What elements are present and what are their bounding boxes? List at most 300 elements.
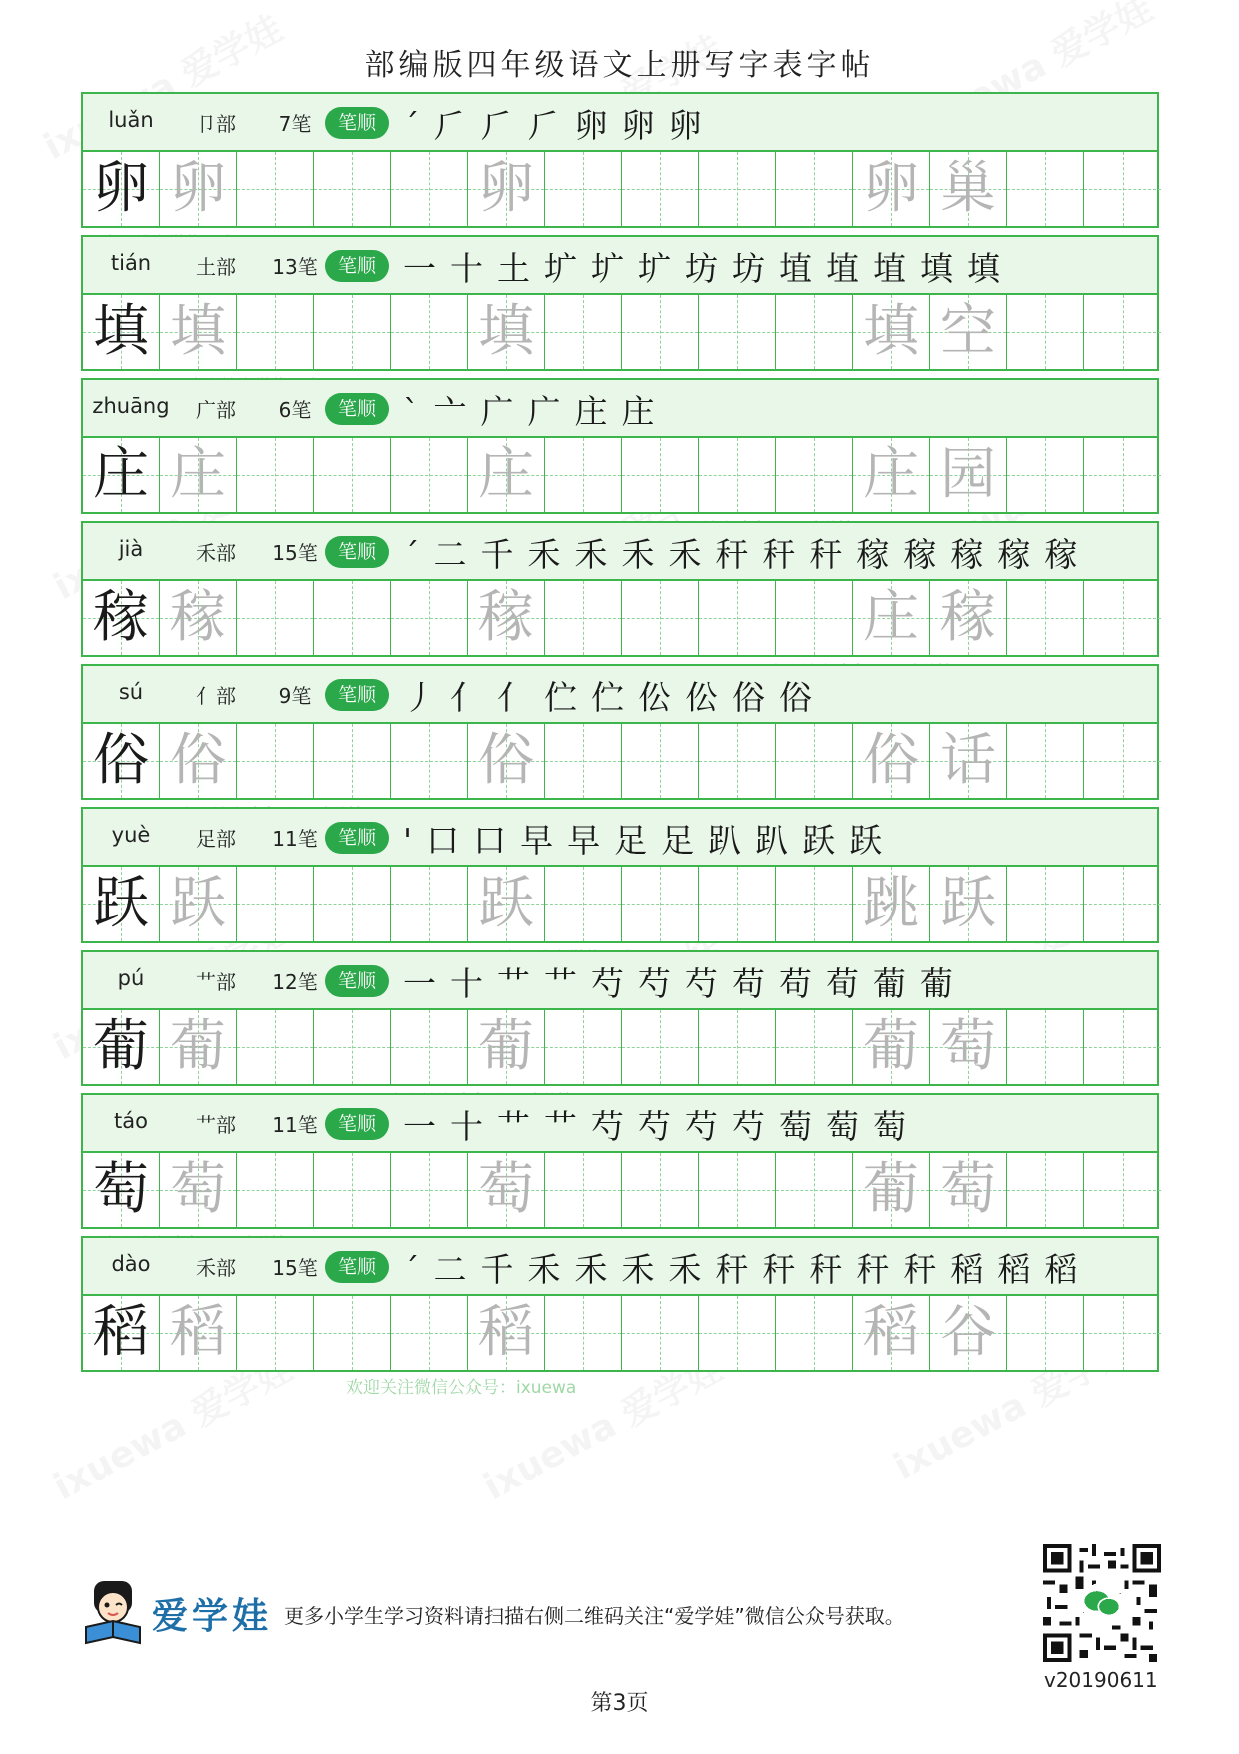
stroke-step: 葡: [873, 964, 920, 1003]
radical-label: 亻部: [196, 684, 236, 708]
trace-character: 园: [940, 442, 996, 507]
stroke-step: 亻: [497, 678, 544, 717]
char-info-band: [81, 521, 1159, 579]
grid-cell: [699, 1153, 776, 1227]
pinyin-label: jià: [118, 537, 144, 561]
trace-character: 俗: [170, 728, 226, 793]
trace-character: [776, 1153, 852, 1227]
pinyin-label: zhuāng: [92, 394, 170, 418]
grid-cell: [1084, 867, 1161, 941]
stroke-order-badge: 笔顺: [325, 822, 389, 854]
stroke-step: 一: [403, 964, 450, 1003]
trace-character: 卵: [478, 156, 534, 221]
stroke-step: 卵: [668, 106, 716, 145]
trace-character: [699, 152, 775, 226]
stroke-step: 芍: [638, 1107, 685, 1146]
trace-character: [776, 581, 852, 655]
trace-character: 填: [170, 299, 226, 364]
grid-cell: [622, 1296, 699, 1370]
stroke-step: 十: [450, 1107, 497, 1146]
stroke-order-sequence: [403, 386, 1153, 432]
trace-character: 稼: [940, 585, 996, 650]
grid-cell: [853, 724, 930, 798]
model-character: 稼: [93, 585, 149, 650]
stroke-step: 庄: [621, 392, 669, 431]
trace-character: [1084, 1296, 1161, 1370]
trace-character: [1007, 867, 1083, 941]
stroke-step: 卵: [621, 106, 669, 145]
stroke-count-label: 12笔: [272, 970, 318, 994]
trace-character: [699, 867, 775, 941]
grid-cell: [545, 581, 622, 655]
stroke-step: 稼: [950, 535, 998, 574]
stroke-step: 跃: [802, 821, 850, 860]
practice-row: [81, 807, 1159, 943]
grid-cell: [468, 1296, 545, 1370]
trace-character: [1007, 1153, 1083, 1227]
trace-character: 庄: [478, 442, 534, 507]
stroke-step: 俗: [779, 678, 826, 717]
stroke-step: 秆: [715, 1250, 763, 1289]
stroke-step: 苟: [732, 964, 779, 1003]
trace-character: 葡: [863, 1157, 919, 1222]
trace-character: [314, 1296, 390, 1370]
grid-cell: [314, 867, 391, 941]
trace-character: [1007, 152, 1083, 226]
radical-label: 艹部: [196, 1113, 236, 1137]
trace-character: 跃: [940, 871, 996, 936]
trace-character: [237, 438, 313, 512]
version-label: v20190611: [1044, 1668, 1158, 1692]
grid-cell: [391, 581, 468, 655]
trace-character: [545, 867, 621, 941]
trace-character: 填: [478, 299, 534, 364]
stroke-step: 萄: [826, 1107, 873, 1146]
tian-grid: [81, 1294, 1159, 1372]
stroke-step: 芍: [685, 1107, 732, 1146]
grid-cell: [930, 1296, 1007, 1370]
grid-cell: [930, 438, 1007, 512]
stroke-step: 禾: [621, 1250, 669, 1289]
stroke-step: 早: [520, 821, 568, 860]
model-character: 跃: [93, 871, 149, 936]
stroke-step: 埴: [779, 249, 826, 288]
char-info-band: [81, 92, 1159, 150]
trace-character: 谷: [940, 1300, 996, 1365]
stroke-order-badge: 笔顺: [325, 107, 389, 139]
stroke-step: `: [403, 392, 434, 431]
char-info-band: [81, 950, 1159, 1008]
trace-character: [1084, 581, 1161, 655]
stroke-step: 一: [403, 1107, 450, 1146]
tian-grid: [81, 722, 1159, 800]
stroke-step: 埴: [873, 249, 920, 288]
trace-character: [314, 724, 390, 798]
stroke-step: 口: [426, 821, 474, 860]
grid-cell: [468, 295, 545, 369]
stroke-step: 芍: [685, 964, 732, 1003]
grid-cell: [930, 581, 1007, 655]
trace-character: [545, 1296, 621, 1370]
trace-character: [1084, 1010, 1161, 1084]
grid-cell: [468, 581, 545, 655]
trace-character: 跃: [478, 871, 534, 936]
grid-cell: [622, 867, 699, 941]
trace-character: [1084, 438, 1161, 512]
grid-cell: [776, 1010, 853, 1084]
grid-cell: [391, 867, 468, 941]
grid-cell: [160, 581, 237, 655]
grid-cell: [930, 867, 1007, 941]
stroke-step: 填: [967, 249, 1014, 288]
stroke-step: 稼: [856, 535, 904, 574]
stroke-step: 卵: [574, 106, 622, 145]
grid-cell: [1007, 295, 1084, 369]
stroke-order-badge: 笔顺: [325, 250, 389, 282]
grid-cell: [314, 1010, 391, 1084]
stroke-step: 广: [480, 392, 528, 431]
stroke-step: 坊: [685, 249, 732, 288]
stroke-count-label: 13笔: [272, 255, 318, 279]
trace-character: [1007, 1010, 1083, 1084]
trace-character: [545, 152, 621, 226]
stroke-step: 芍: [591, 1107, 638, 1146]
trace-character: [237, 581, 313, 655]
trace-character: [776, 152, 852, 226]
trace-character: 萄: [940, 1014, 996, 1079]
pinyin-label: tián: [110, 251, 152, 275]
trace-character: 填: [863, 299, 919, 364]
grid-cell: [776, 295, 853, 369]
stroke-step: 广: [527, 392, 575, 431]
follow-note: 欢迎关注微信公众号：ixuewa: [346, 1378, 577, 1398]
trace-character: [622, 1010, 698, 1084]
grid-cell: [237, 1296, 314, 1370]
pinyin-label: táo: [114, 1109, 148, 1133]
trace-character: [622, 724, 698, 798]
grid-cell: [622, 581, 699, 655]
grid-cell: [1007, 1010, 1084, 1084]
stroke-step: 二: [433, 1250, 481, 1289]
stroke-step: 趴: [708, 821, 756, 860]
grid-cell: [237, 581, 314, 655]
grid-cell: [160, 1296, 237, 1370]
trace-character: [622, 295, 698, 369]
trace-character: [1007, 724, 1083, 798]
grid-cell: [83, 295, 160, 369]
trace-character: [622, 1153, 698, 1227]
grid-cell: [314, 724, 391, 798]
grid-cell: [776, 152, 853, 226]
stroke-step: 稻: [997, 1250, 1045, 1289]
trace-character: 萄: [940, 1157, 996, 1222]
radical-label: 土部: [196, 255, 236, 279]
trace-character: [1084, 1153, 1161, 1227]
model-character: 卵: [93, 156, 149, 221]
grid-cell: [160, 1010, 237, 1084]
char-info-band: [81, 1093, 1159, 1151]
practice-row: [81, 1236, 1159, 1372]
grid-cell: [776, 724, 853, 798]
stroke-step: 伫: [591, 678, 638, 717]
grid-cell: [853, 438, 930, 512]
grid-cell: [160, 438, 237, 512]
stroke-step: 稼: [997, 535, 1045, 574]
stroke-order-sequence: [403, 958, 1153, 1004]
grid-cell: [314, 1153, 391, 1227]
trace-character: [391, 1010, 467, 1084]
grid-cell: [160, 295, 237, 369]
trace-character: [622, 1296, 698, 1370]
grid-cell: [622, 438, 699, 512]
grid-cell: [622, 152, 699, 226]
trace-character: 稻: [478, 1300, 534, 1365]
trace-character: [776, 438, 852, 512]
stroke-step: 庄: [574, 392, 622, 431]
grid-cell: [1007, 1296, 1084, 1370]
radical-label: 禾部: [196, 541, 236, 565]
stroke-count-label: 7笔: [278, 112, 312, 136]
trace-character: [391, 867, 467, 941]
stroke-step: 足: [661, 821, 709, 860]
grid-cell: [930, 724, 1007, 798]
grid-cell: [314, 152, 391, 226]
grid-cell: [699, 867, 776, 941]
stroke-step: 亠: [433, 392, 481, 431]
trace-character: [1007, 438, 1083, 512]
stroke-step: 俗: [732, 678, 779, 717]
grid-cell: [1084, 724, 1161, 798]
grid-cell: [83, 1010, 160, 1084]
grid-cell: [776, 1153, 853, 1227]
pinyin-label: yuè: [111, 823, 151, 847]
trace-character: [622, 581, 698, 655]
trace-character: [237, 724, 313, 798]
stroke-step: 芍: [638, 964, 685, 1003]
grid-cell: [853, 1296, 930, 1370]
grid-cell: [237, 152, 314, 226]
stroke-step: 伫: [544, 678, 591, 717]
stroke-order-sequence: [403, 243, 1153, 289]
stroke-step: 禾: [668, 1250, 716, 1289]
stroke-step: 亻: [450, 678, 497, 717]
trace-character: [545, 295, 621, 369]
stroke-step: 苟: [779, 964, 826, 1003]
trace-character: [314, 1010, 390, 1084]
stroke-step: 萄: [873, 1107, 920, 1146]
grid-cell: [545, 724, 622, 798]
trace-character: [1007, 1296, 1083, 1370]
trace-character: [776, 1010, 852, 1084]
grid-cell: [391, 152, 468, 226]
model-character: 萄: [93, 1157, 149, 1222]
grid-cell: [853, 295, 930, 369]
stroke-order-sequence: [403, 672, 1153, 718]
trace-character: [622, 867, 698, 941]
stroke-step: 艹: [497, 1107, 544, 1146]
grid-cell: [545, 1153, 622, 1227]
model-character: 俗: [93, 728, 149, 793]
char-info-band: [81, 807, 1159, 865]
stroke-step: 芍: [732, 1107, 779, 1146]
stroke-order-badge: 笔顺: [325, 1108, 389, 1140]
grid-cell: [468, 1010, 545, 1084]
grid-cell: [468, 152, 545, 226]
char-info-band: [81, 235, 1159, 293]
trace-character: [237, 295, 313, 369]
grid-cell: [83, 152, 160, 226]
stroke-step: 稻: [950, 1250, 998, 1289]
grid-cell: [391, 1010, 468, 1084]
trace-character: [545, 724, 621, 798]
stroke-order-sequence: [403, 1244, 1153, 1290]
trace-character: [237, 152, 313, 226]
trace-character: [699, 438, 775, 512]
stroke-step: 丿: [403, 678, 450, 717]
tian-grid: [81, 865, 1159, 943]
stroke-count-label: 11笔: [272, 1113, 318, 1137]
grid-cell: [699, 152, 776, 226]
stroke-step: 填: [920, 249, 967, 288]
stroke-step: 秆: [903, 1250, 951, 1289]
pinyin-label: luǎn: [108, 108, 154, 132]
trace-character: 萄: [170, 1157, 226, 1222]
grid-cell: [853, 581, 930, 655]
trace-character: [545, 1153, 621, 1227]
trace-character: 葡: [478, 1014, 534, 1079]
grid-cell: [83, 438, 160, 512]
stroke-step: 圹: [591, 249, 638, 288]
grid-cell: [1084, 1153, 1161, 1227]
tian-grid: [81, 1008, 1159, 1086]
stroke-step: 稼: [1044, 535, 1092, 574]
stroke-step: 秆: [762, 535, 810, 574]
stroke-order-badge: 笔顺: [325, 1251, 389, 1283]
trace-character: 卵: [170, 156, 226, 221]
stroke-step: 禾: [574, 535, 622, 574]
stroke-step: 十: [450, 964, 497, 1003]
grid-cell: [1007, 152, 1084, 226]
stroke-step: ⺁: [527, 106, 575, 145]
stroke-order-badge: 笔顺: [325, 393, 389, 425]
grid-cell: [314, 295, 391, 369]
practice-row: [81, 521, 1159, 657]
trace-character: [314, 438, 390, 512]
grid-cell: [622, 295, 699, 369]
trace-character: [314, 581, 390, 655]
radical-label: 卩部: [196, 112, 236, 136]
trace-character: 稼: [170, 585, 226, 650]
pinyin-label: dào: [111, 1252, 151, 1276]
stroke-step: 圹: [544, 249, 591, 288]
stroke-step: 圹: [638, 249, 685, 288]
stroke-order-sequence: [403, 529, 1153, 575]
trace-character: [314, 867, 390, 941]
practice-row: [81, 1093, 1159, 1229]
trace-character: [314, 1153, 390, 1227]
stroke-step: 伀: [685, 678, 732, 717]
grid-cell: [1084, 152, 1161, 226]
trace-character: 稻: [170, 1300, 226, 1365]
grid-cell: [1084, 1296, 1161, 1370]
grid-cell: [622, 724, 699, 798]
grid-cell: [391, 1153, 468, 1227]
tian-grid: [81, 436, 1159, 514]
trace-character: [1084, 295, 1161, 369]
stroke-step: 艹: [497, 964, 544, 1003]
trace-character: [391, 1153, 467, 1227]
stroke-step: 趴: [755, 821, 803, 860]
practice-row: [81, 92, 1159, 228]
stroke-order-sequence: [403, 100, 1153, 146]
grid-cell: [468, 438, 545, 512]
stroke-step: ´: [403, 106, 434, 145]
stroke-step: 荀: [826, 964, 873, 1003]
grid-cell: [545, 152, 622, 226]
trace-character: [314, 152, 390, 226]
stroke-step: 禾: [527, 535, 575, 574]
grid-cell: [1007, 438, 1084, 512]
trace-character: [776, 867, 852, 941]
trace-character: 俗: [478, 728, 534, 793]
grid-cell: [1007, 724, 1084, 798]
grid-cell: [1007, 867, 1084, 941]
trace-character: [1007, 581, 1083, 655]
grid-cell: [468, 867, 545, 941]
stroke-step: 秆: [809, 1250, 857, 1289]
trace-character: [776, 1296, 852, 1370]
stroke-order-sequence: [403, 815, 1153, 861]
stroke-step: ´: [403, 1250, 434, 1289]
trace-character: [699, 581, 775, 655]
stroke-step: ⺁: [433, 106, 481, 145]
trace-character: [622, 438, 698, 512]
radical-label: 艹部: [196, 970, 236, 994]
trace-character: 葡: [170, 1014, 226, 1079]
grid-cell: [237, 867, 314, 941]
trace-character: 萄: [478, 1157, 534, 1222]
trace-character: 卵: [863, 156, 919, 221]
grid-cell: [776, 581, 853, 655]
grid-cell: [776, 1296, 853, 1370]
stroke-step: 萄: [779, 1107, 826, 1146]
stroke-step: 土: [497, 249, 544, 288]
stroke-step: ´: [403, 535, 434, 574]
grid-cell: [160, 724, 237, 798]
grid-cell: [930, 152, 1007, 226]
grid-cell: [853, 1010, 930, 1084]
stroke-count-label: 11笔: [272, 827, 318, 851]
grid-cell: [1007, 1153, 1084, 1227]
tian-grid: [81, 579, 1159, 657]
trace-character: 跃: [170, 871, 226, 936]
stroke-step: 埴: [826, 249, 873, 288]
stroke-step: 稻: [1044, 1250, 1092, 1289]
grid-cell: [699, 1296, 776, 1370]
radical-label: 禾部: [196, 1256, 236, 1280]
stroke-step: 艹: [544, 1107, 591, 1146]
trace-character: 空: [940, 299, 996, 364]
stroke-count-label: 6笔: [278, 398, 312, 422]
grid-cell: [314, 1296, 391, 1370]
stroke-step: 千: [480, 1250, 528, 1289]
trace-character: [622, 152, 698, 226]
stroke-order-badge: 笔顺: [325, 536, 389, 568]
grid-cell: [545, 867, 622, 941]
grid-cell: [776, 867, 853, 941]
pinyin-label: sú: [118, 680, 144, 704]
grid-cell: [237, 1010, 314, 1084]
